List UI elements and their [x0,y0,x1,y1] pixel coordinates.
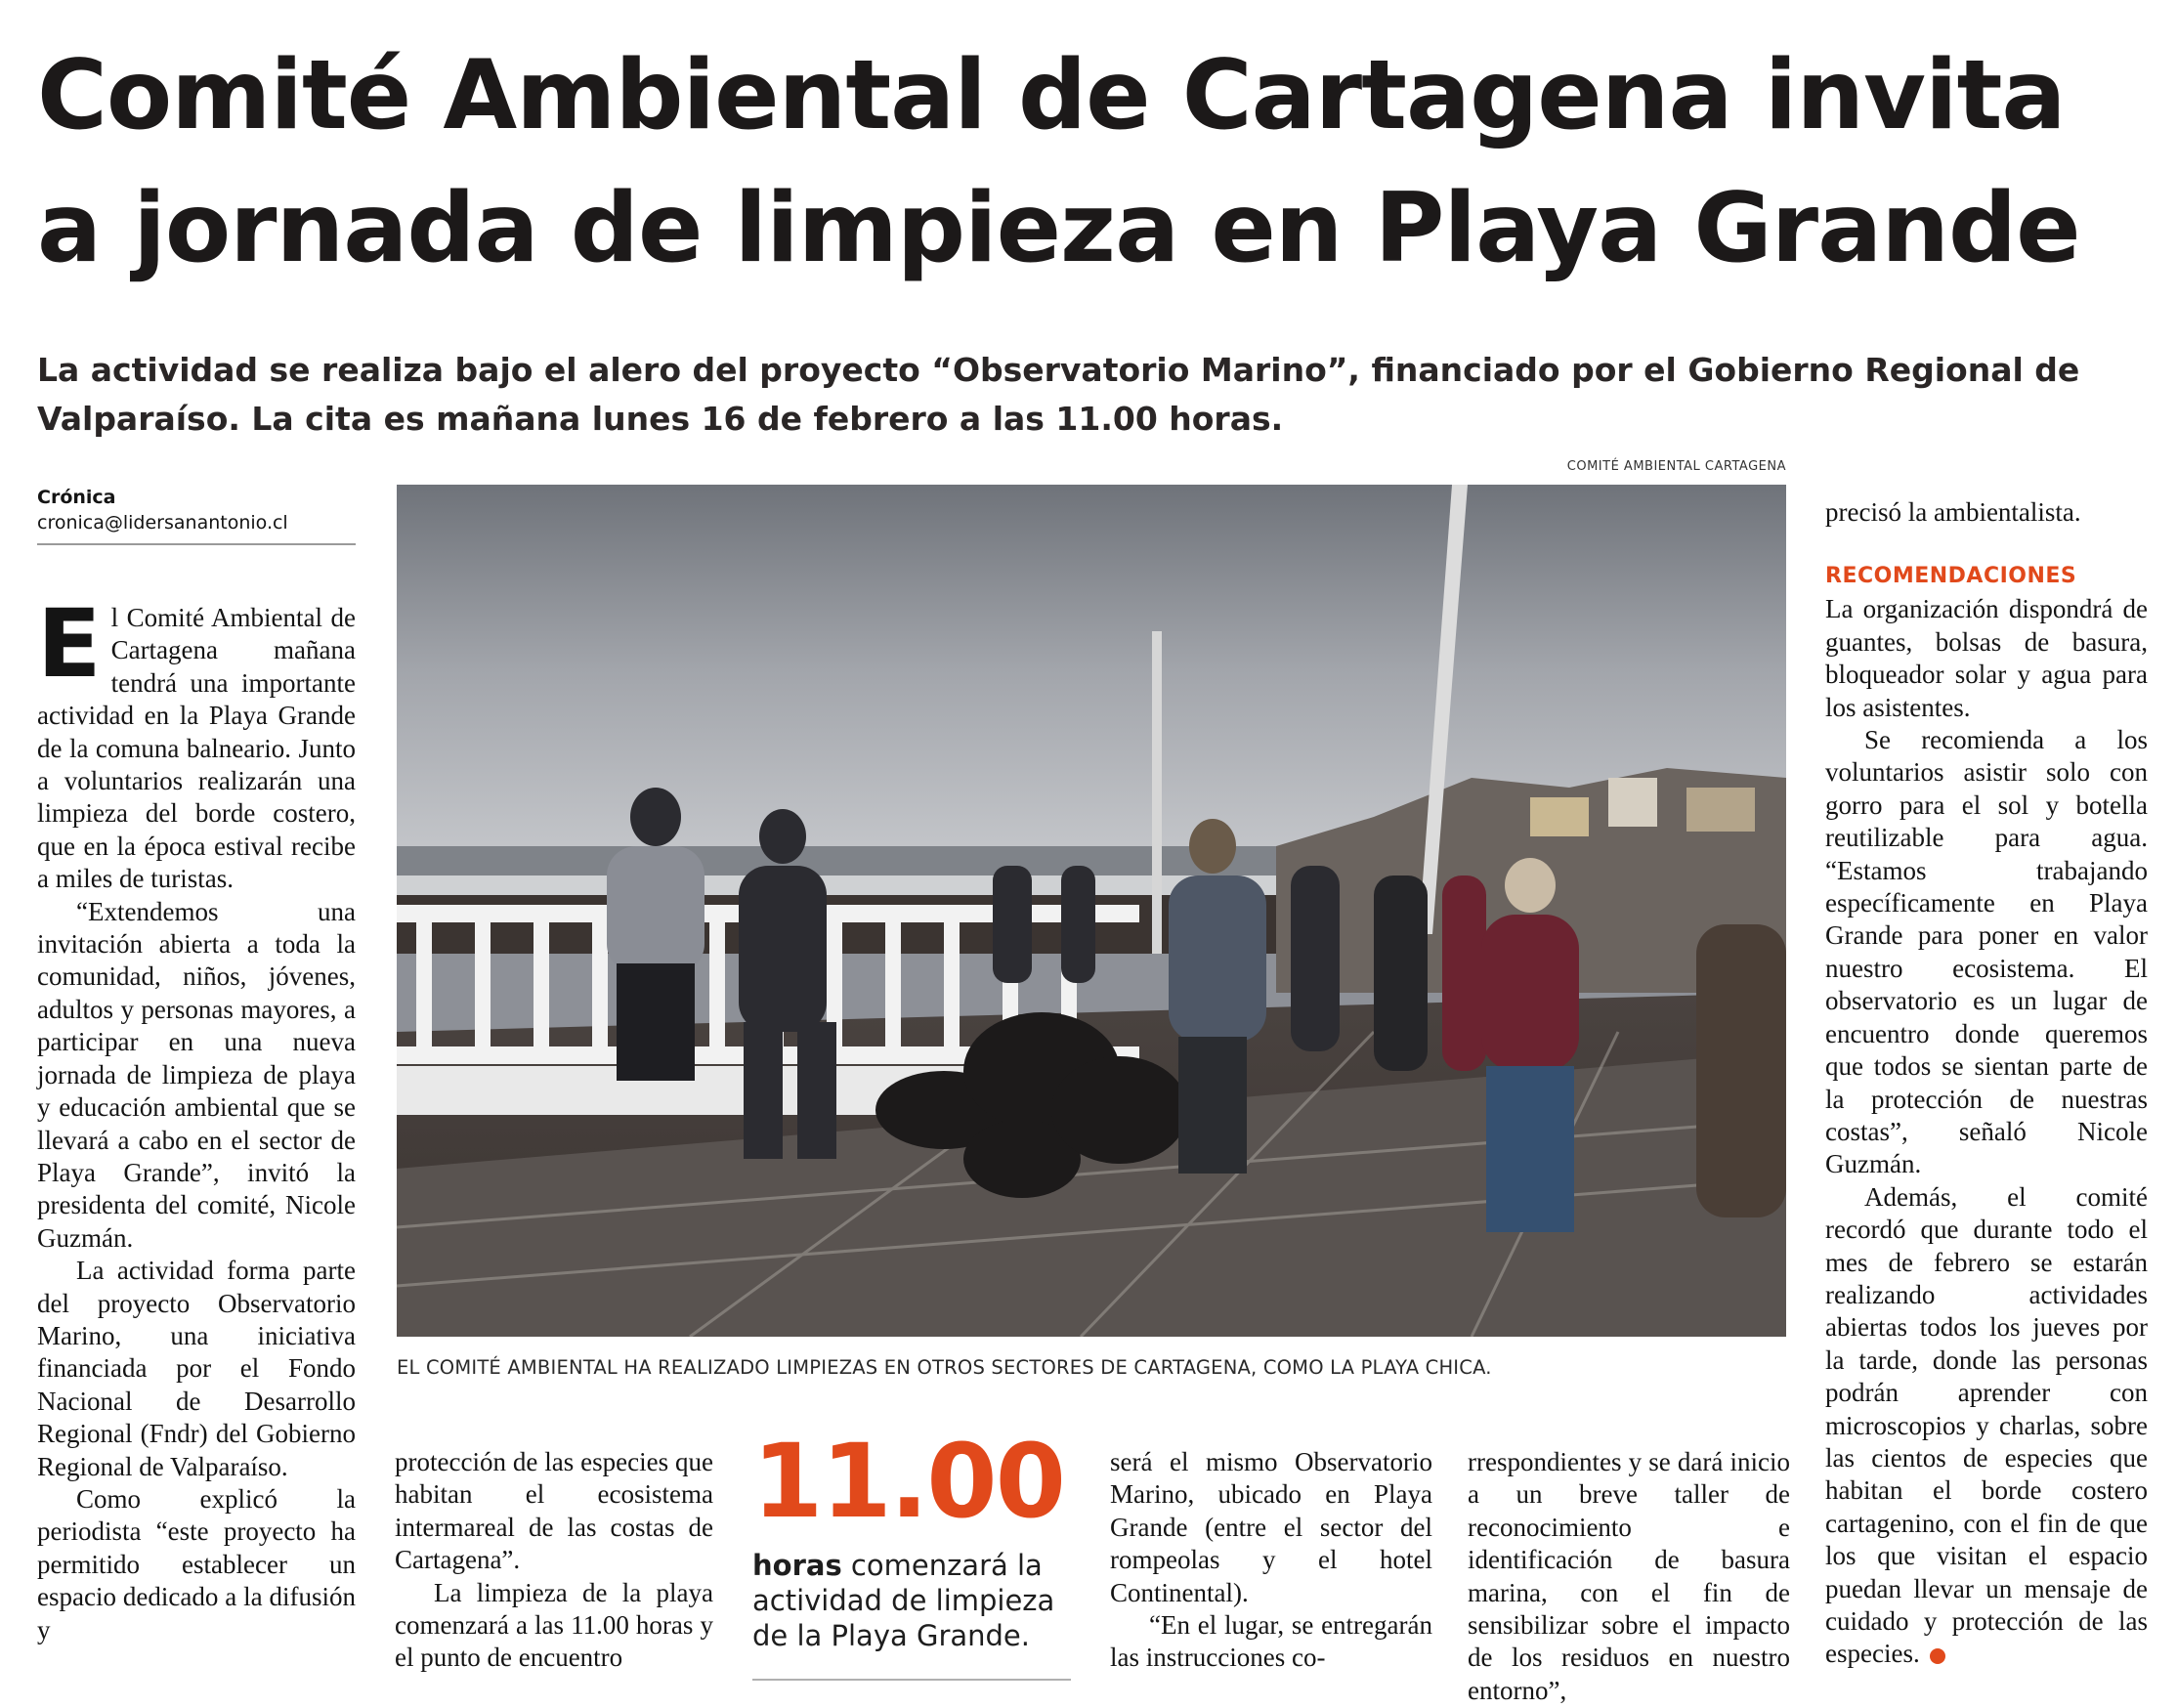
article-paragraph: “En el lugar, se entregarán las instrucciones co- [1110,1610,1432,1673]
paragraph-text: l Comité Ambiental de Cartagena mañana tendrá una importante actividad en la Playa Grande de la comuna balneario. Junto a voluntarios realizarán una limpieza del borde costero, que en la época estival recibe a miles de turistas. [37,603,356,894]
photo-caption: EL COMITÉ AMBIENTAL HA REALIZADO LIMPIEZAS EN OTROS SECTORES DE CARTAGENA, COMO LA PLAYA CHICA. [397,1356,1492,1379]
article-column-6 [1825,496,2148,1671]
article-column-1 [37,589,356,1646]
headline [37,29,2148,295]
byline-section: Crónica [37,487,116,508]
article-paragraph: Como explicó la periodista “este proyecto ha permitido establecer un espacio dedicado a la difusión y [37,1483,356,1644]
article-paragraph: será el mismo Observatorio Marino, ubicado en Playa Grande (entre el sector del rompeolas y el hotel Continental). [1110,1447,1432,1607]
callout-bold-word: horas [752,1549,842,1582]
article-column-2 [395,1446,713,1675]
article-paragraph: precisó la ambientalista. [1825,497,2081,527]
article-column-4 [1110,1446,1432,1675]
article-paragraph: La organización dispondrá de guantes, bolsas de basura, bloqueador solar y agua para los asistentes. [1825,594,2148,722]
deck: La actividad se realiza bajo el alero del proyecto “Observatorio Marino”, financiado por el Gobierno Regional de Valparaíso. La cita es mañana lunes 16 de febrero a las 11.00 horas. [37,351,2080,438]
highlight-callout [752,1422,1071,1681]
photo-credit: COMITÉ AMBIENTAL CARTAGENA [1566,459,1786,474]
drop-cap: E [37,589,102,699]
section-subhead: RECOMENDACIONES [1825,564,2077,589]
article-paragraph: La limpieza de la playa comenzará a las 11.00 horas y el punto de encuentro [395,1577,713,1673]
headline-line-1: Comité Ambiental de Cartagena invita [37,40,2066,151]
article-paragraph: rrespondientes y se dará inicio a un breve taller de reconocimiento e identificación de basura marina, con el fin de sensibilizar sobre el impacto de los residuos en nuestro entorno”, [1468,1447,1790,1705]
article-paragraph [1825,1181,2148,1671]
paragraph-text: Además, el comité recordó que durante todo el mes de febrero se estarán realizando actividades abiertas todos los jueves por la tarde, donde las personas podrán aprender con microscopios y charlas, sobre las cientos de especies que habitan el borde costero cartagenino, con el fin de que los que visitan el espacio puedan llevar un mensaje de cuidado y protección de las especies. [1825,1181,2148,1669]
article-column-5 [1468,1446,1790,1707]
byline [37,485,356,545]
byline-email: cronica@lidersanantonio.cl [37,512,288,534]
article-paragraph: protección de las especies que habitan el ecosistema intermareal de las costas de Cartagena”. [395,1447,713,1575]
end-mark-icon: ✿ [1930,1648,1945,1664]
callout-number: 11.00 [752,1422,1064,1541]
callout-rest: comenzará la actividad de limpieza de la Playa Grande. [752,1549,1055,1652]
article-paragraph [37,589,356,896]
article-paragraph: La actividad forma parte del proyecto Observatorio Marino, una iniciativa financiada por el Fondo Nacional de Desarrollo Regional (Fndr) del Gobierno Regional de Valparaíso. [37,1256,356,1481]
article-paragraph: Se recomienda a los voluntarios asistir solo con gorro para el sol y botella reutilizable para agua. “Estamos trabajando específicamente en Playa Grande para poner en valor nuestro ecosistema. El observatorio es un lugar de encuentro donde queremos que todos se sientan parte de la protección de nuestras costas”, señaló Nicole Guzmán. [1825,725,2148,1179]
article-paragraph: “Extendemos una invitación abierta a toda la comunidad, niños, jóvenes, adultos y personas mayores, a participar en una nueva jornada de limpieza de playa y educación ambiental que se llevará a cabo en el sector de Playa Grande”, invitó la presidenta del comité, Nicole Guzmán. [37,896,356,1253]
article-photo [397,485,1786,1337]
callout-text [752,1548,1071,1653]
beach-cleanup-photo [397,485,1786,1337]
headline-line-2: a jornada de limpieza en Playa Grande [37,173,2080,284]
